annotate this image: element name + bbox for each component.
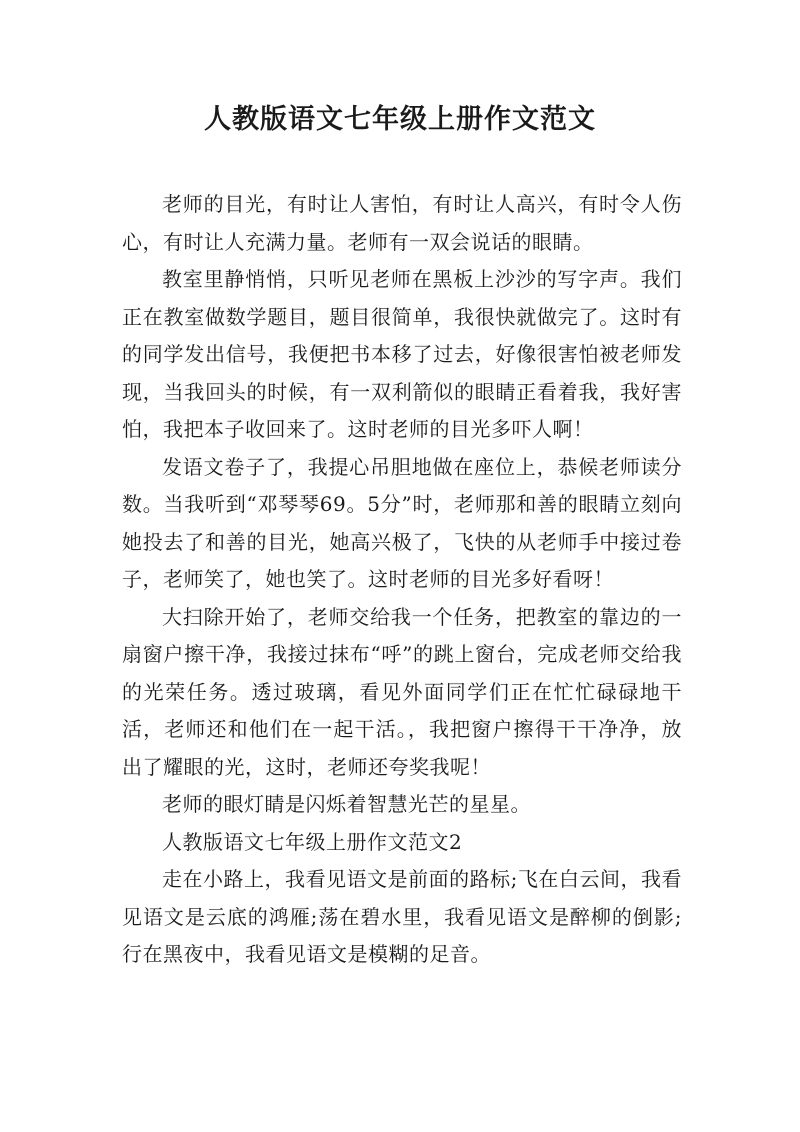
paragraph-2: 教室里静悄悄，只听见老师在黑板上沙沙的写字声。我们正在教室做数学题目，题目很简单，我很快就做完了。这时有的同学发出信号，我便把书本移了过去，好像很害怕被老师发现，当我回头的时候，有一双利箭似的眼睛正看着我，我好害怕，我把本子收回来了。这时老师的目光多吓人啊！: [122, 267, 682, 441]
document-body: [122, 186, 682, 974]
paragraph-1: 老师的目光，有时让人害怕，有时让人高兴，有时令人伤心，有时让人充满力量。老师有一双会说话的眼睛。: [122, 192, 682, 254]
document-title: 人教版语文七年级上册作文范文: [204, 104, 596, 135]
paragraph-4: 大扫除开始了，老师交给我一个任务，把教室的靠边的一扇窗户擦干净，我接过抹布“呼”的跳上窗台，完成老师交给我的光荣任务。透过玻璃，看见外面同学们正在忙忙碌碌地干活，老师还和他们在一起干活。，我把窗户擦得干干净净，放出了耀眼的光，这时，老师还夸奖我呢！: [122, 604, 682, 779]
section-heading-2: 人教版语文七年级上册作文范文2: [162, 829, 463, 854]
paragraph-6: 走在小路上，我看见语文是前面的路标;飞在白云间，我看见语文是云底的鸿雁;荡在碧水里，我看见语文是醉柳的倒影;行在黑夜中，我看见语文是模糊的足音。: [122, 867, 682, 966]
paragraph-3: 发语文卷子了，我提心吊胆地做在座位上，恭候老师读分数。当我听到“邓琴琴69。5分”时，老师那和善的眼睛立刻向她投去了和善的目光，她高兴极了，飞快的从老师手中接过卷子，老师笑了，她也笑了。这时老师的目光多好看呀！: [122, 454, 682, 591]
paragraph-5: 老师的眼灯睛是闪烁着智慧光芒的星星。: [162, 792, 531, 816]
